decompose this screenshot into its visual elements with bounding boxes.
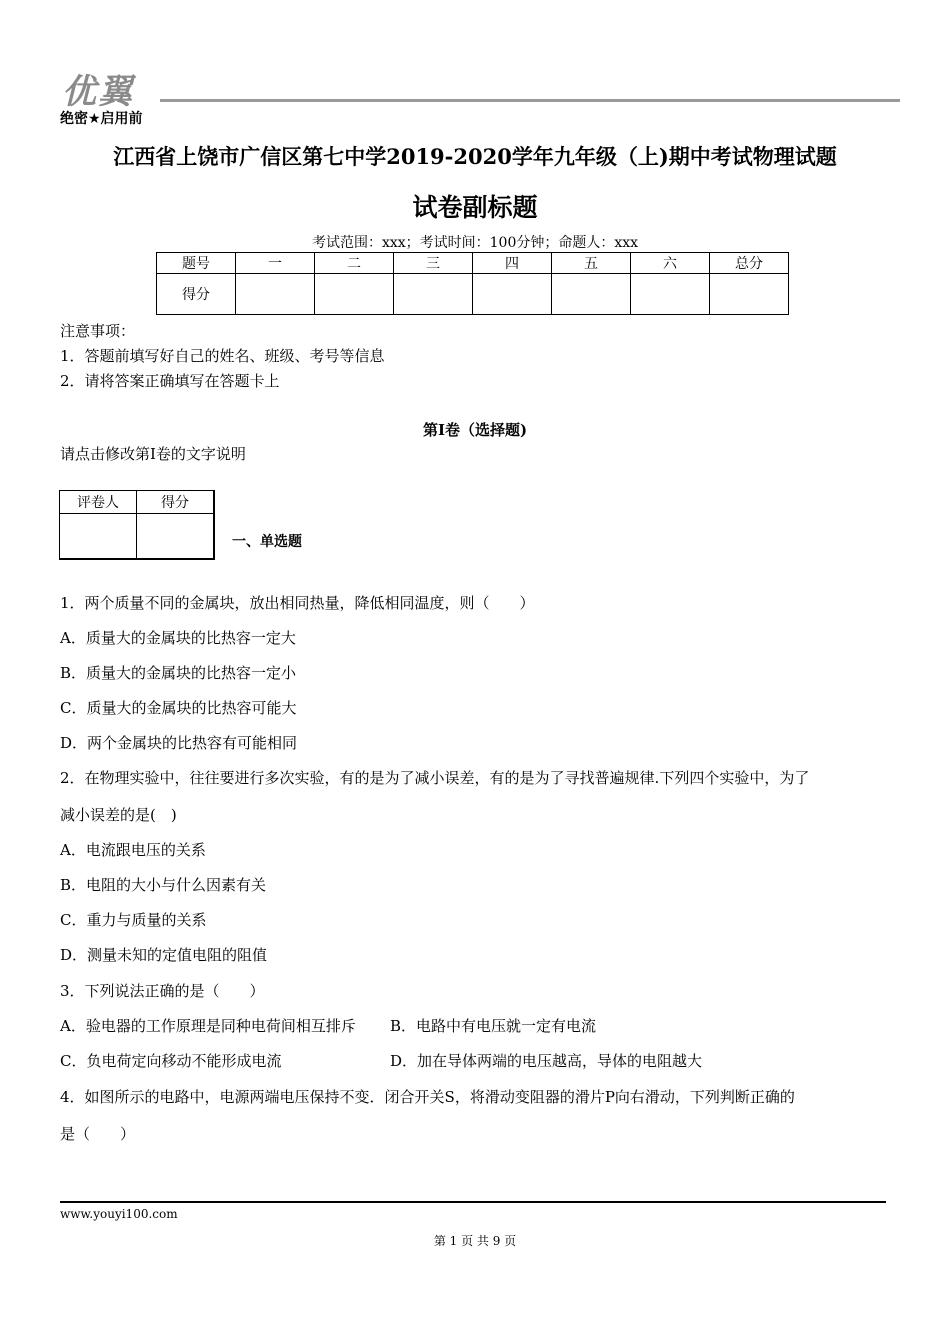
logo: 优翼 (62, 72, 134, 112)
part1-title: 第I卷（选择题) (422, 421, 528, 439)
question-stem: 是（ ） (60, 1125, 136, 1143)
score-cell (631, 274, 710, 315)
question-option: A．验电器的工作原理是同种电荷间相互排斥 (60, 1017, 356, 1035)
grader-cell (137, 514, 215, 560)
question-option: C．重力与质量的关系 (60, 911, 207, 929)
question-option: D．测量未知的定值电阻的阻值 (60, 946, 268, 964)
header-divider (160, 99, 900, 102)
question-option: D．加在导体两端的电压越高，导体的电阻越大 (390, 1052, 703, 1070)
part1-desc[interactable]: 请点击修改第I卷的文字说明 (60, 445, 246, 463)
notes-heading: 注意事项： (60, 322, 136, 340)
question-option: A．质量大的金属块的比热容一定大 (60, 629, 296, 647)
grader-table (59, 490, 215, 560)
footer-url[interactable]: www.youyi100.com (60, 1207, 178, 1221)
grader-header-cell: 得分 (137, 491, 215, 514)
score-header-cell: 五 (552, 253, 631, 274)
score-header-cell: 一 (236, 253, 315, 274)
score-cell (710, 274, 789, 315)
score-header-cell: 三 (394, 253, 473, 274)
question-option: C．质量大的金属块的比热容可能大 (60, 699, 297, 717)
score-cell (394, 274, 473, 315)
score-header-cell: 四 (473, 253, 552, 274)
score-header-cell: 总分 (710, 253, 789, 274)
question-option: A．电流跟电压的关系 (60, 841, 206, 859)
page-number: 第 1 页 共 9 页 (433, 1234, 517, 1248)
question-stem: 减小误差的是( ) (60, 806, 177, 824)
score-table (156, 252, 789, 315)
score-row-label: 得分 (157, 274, 236, 315)
grader-cell (60, 514, 137, 560)
footer-divider (60, 1201, 886, 1203)
score-cell (236, 274, 315, 315)
note-item: 2．请将答案正确填写在答题卡上 (60, 372, 280, 390)
grader-header-cell: 评卷人 (60, 491, 137, 514)
score-header-cell: 题号 (157, 253, 236, 274)
note-item: 1．答题前填写好自己的姓名、班级、考号等信息 (60, 347, 385, 365)
score-cell (552, 274, 631, 315)
question-option: D．两个金属块的比热容有可能相同 (60, 734, 298, 752)
question-stem: 2．在物理实验中，往往要进行多次实验，有的是为了减小误差，有的是为了寻找普遍规律.下列四个实验中，为了 (60, 769, 810, 787)
question-stem: 1．两个质量不同的金属块，放出相同热量，降低相同温度，则（ ） (60, 594, 535, 612)
question-option: B．电阻的大小与什么因素有关 (60, 876, 267, 894)
question-stem: 3．下列说法正确的是（ ） (60, 982, 265, 1000)
exam-title: 江西省上饶市广信区第七中学2019-2020学年九年级（上)期中考试物理试题 (113, 144, 837, 169)
question-option: B．电路中有电压就一定有电流 (390, 1017, 597, 1035)
secret-label: 绝密★启用前 (60, 111, 143, 127)
question-option: C．负电荷定向移动不能形成电流 (60, 1052, 282, 1070)
exam-info: 考试范围：xxx；考试时间：100分钟；命题人：xxx (311, 235, 639, 251)
question-option: B．质量大的金属块的比热容一定小 (60, 664, 297, 682)
score-cell (315, 274, 394, 315)
exam-subtitle: 试卷副标题 (412, 193, 538, 222)
score-cell (473, 274, 552, 315)
score-header-cell: 六 (631, 253, 710, 274)
score-header-cell: 二 (315, 253, 394, 274)
section-title: 一、单选题 (232, 534, 302, 550)
question-stem: 4．如图所示的电路中，电源两端电压保持不变．闭合开关S，将滑动变阻器的滑片P向右滑动，下列判断正确的 (60, 1088, 795, 1106)
